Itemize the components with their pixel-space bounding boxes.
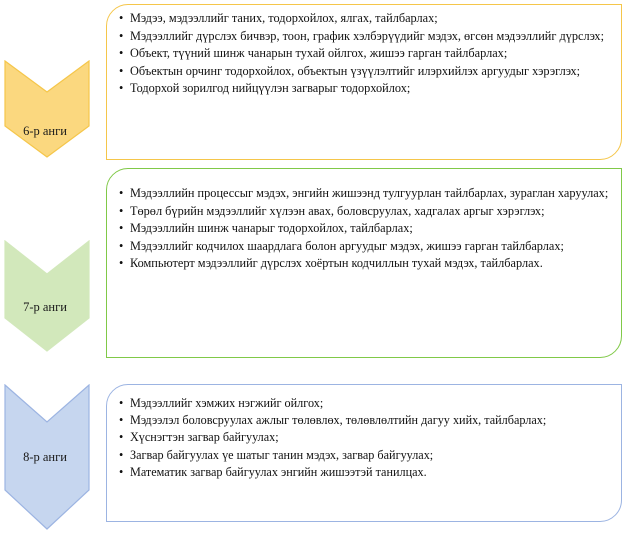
grade-8-label: 8-р анги [23, 450, 67, 464]
list-item: • Тодорхой зорилгод нийцүүлэн загварыг тодорхойлох; [119, 80, 609, 98]
grade-8-card [106, 384, 622, 522]
list-item: • Загвар байгуулах үе шатыг танин мэдэх, загвар байгуулах; [119, 447, 609, 464]
grade-6-card [106, 4, 622, 160]
list-item: • Хүснэгтэн загвар байгуулах; [119, 429, 609, 446]
grade-7-list [119, 185, 609, 273]
grade-6-chevron [4, 60, 90, 158]
list-item: • Объектын орчинг тодорхойлох, объектын үзүүлэлтийг илэрхийлэх аргуудыг хэрэглэх; [119, 63, 609, 81]
grade-8-list [119, 395, 609, 481]
list-item: • Математик загвар байгуулах энгийн жишээтэй танилцах. [119, 464, 609, 481]
list-item: • Объект, түүний шинж чанарын тухай ойлгох, жишээ гарган тайлбарлах; [119, 45, 609, 63]
list-item: • Мэдээлэл боловсруулах ажлыг төлөвлөх, төлөвлөлтийн дагуу хийх, тайлбарлах; [119, 412, 609, 429]
list-item: • Компьютерт мэдээллийг дүрслэх хоёртын кодчиллын тухай мэдэх, тайлбарлах. [119, 255, 609, 273]
grade-6-label: 6-р анги [23, 124, 67, 138]
list-item: • Мэдээллийн шинж чанарыг тодорхойлох, тайлбарлах; [119, 220, 609, 238]
grade-7-label: 7-р анги [23, 300, 67, 314]
list-item: • Мэдээллийн процессыг мэдэх, энгийн жишээнд тулгуурлан тайлбарлах, зураглан харуулах; [119, 185, 609, 203]
list-item: • Мэдээ, мэдээллийг таних, тодорхойлох, ялгах, тайлбарлах; [119, 10, 609, 28]
list-item: • Төрөл бүрийн мэдээллийг хүлээн авах, боловсруулах, хадгалах аргыг хэрэглэх; [119, 203, 609, 221]
grade-7-card [106, 168, 622, 358]
grade-6-list [119, 10, 609, 98]
list-item: • Мэдээллийг дүрслэх бичвэр, тоон, график хэлбэрүүдийг мэдэх, өгсөн мэдээллийг дүрслэх; [119, 28, 609, 46]
list-item: • Мэдээллийг хэмжих нэгжийг ойлгох; [119, 395, 609, 412]
grade-7-chevron [4, 240, 90, 352]
list-item: • Мэдээллийг кодчилох шаардлага болон аргуудыг мэдэх, жишээ гарган тайлбарлах; [119, 238, 609, 256]
